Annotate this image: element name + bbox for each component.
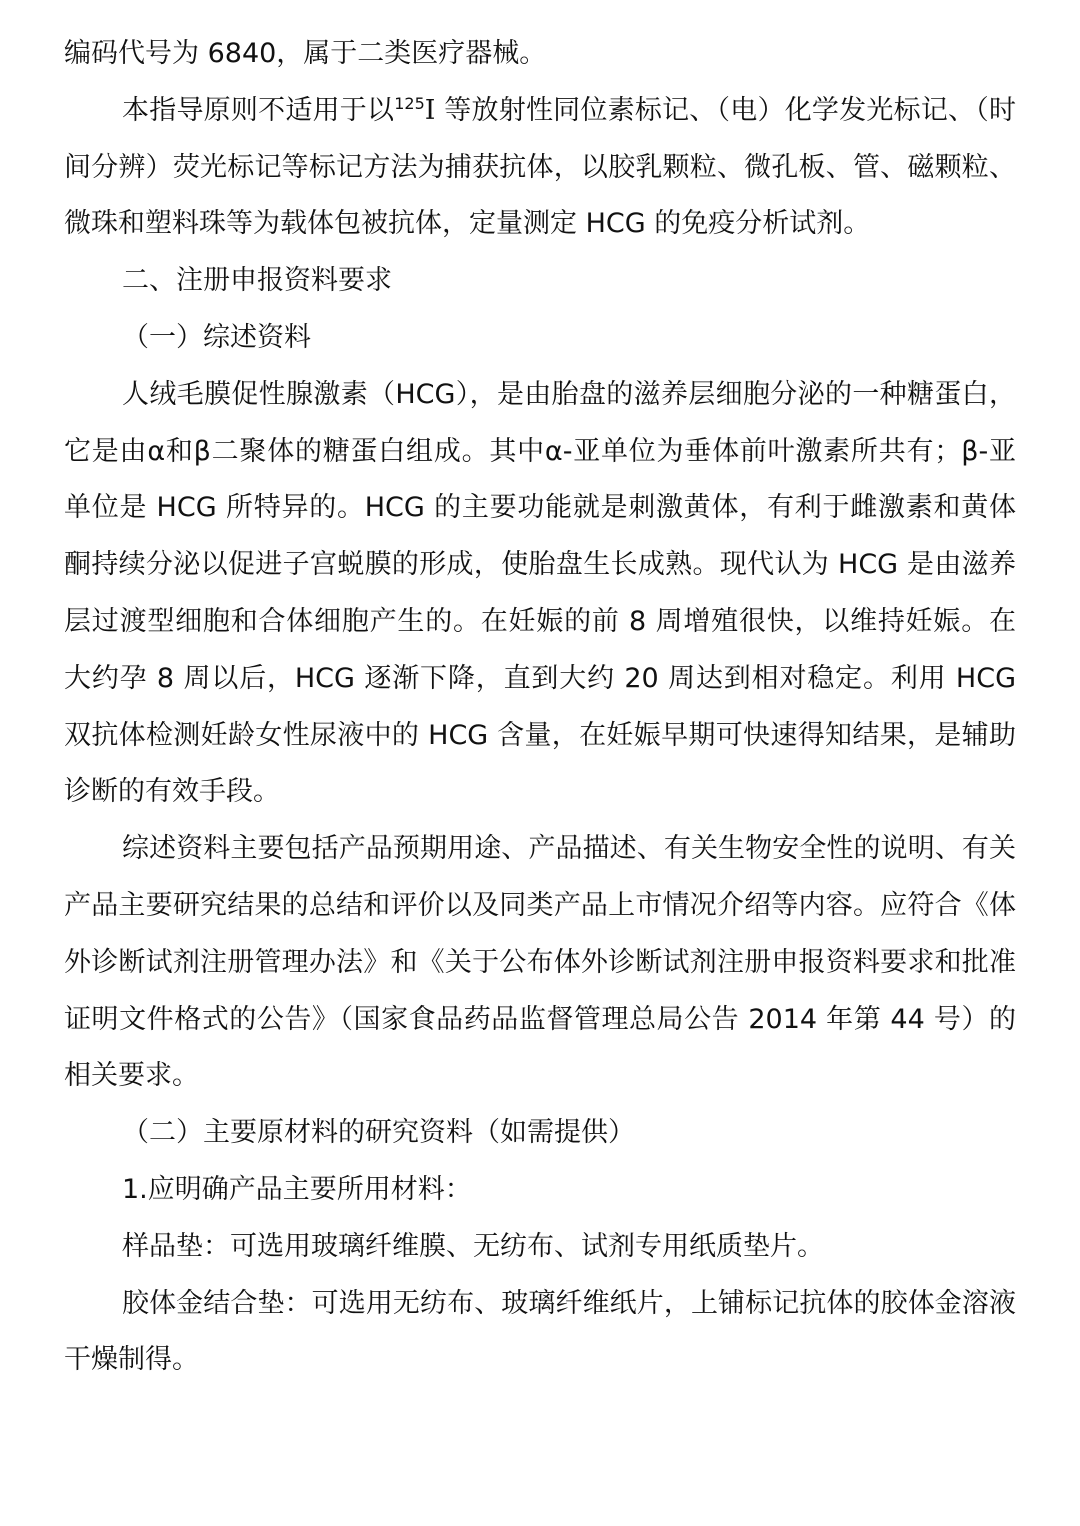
subsection-heading-materials: （二）主要原材料的研究资料（如需提供） [122, 1117, 635, 1149]
isotope-element: I [424, 94, 436, 126]
paragraph-sample-pad: 样品垫：可选用玻璃纤维膜、无纺布、试剂专用纸质垫片。 [122, 1230, 824, 1262]
isotope-mass-number: 125 [394, 93, 425, 113]
paragraph-scope-exclusion [64, 83, 1016, 253]
paragraph-overview-content: 综述资料主要包括产品预期用途、产品描述、有关生物安全性的说明、有关产品主要研究结果的总结和评价以及同类产品上市情况介绍等内容。应符合《体外诊断试剂注册管理办法》和《关于公布体外诊断试剂注册申报资料要求和批准证明文件格式的公告》（国家食品药品监督管理总局公告 2014 年第 44 号）的相关要求。 [64, 833, 1016, 1092]
paragraph-hcg-description: 人绒毛膜促性腺激素（HCG），是由胎盘的滋养层细胞分泌的一种糖蛋白，它是由α和β二聚体的糖蛋白组成。其中α-亚单位为垂体前叶激素所共有；β-亚单位是 HCG 所特异的。HCG 的主要功能就是刺激黄体，有利于雌激素和黄体酮持续分泌以促进子宫蜕膜的形成，使胎盘生长成熟。现代认为 HCG 是由滋养层过渡型细胞和合体细胞产生的。在妊娠的前 8 周增殖很快，以维持妊娠。在大约孕 8 周以后，HCG 逐渐下降，直到大约 20 周达到相对稳定。利用 HCG 双抗体检测妊龄女性尿液中的 HCG 含量，在妊娠早期可快速得知结果，是辅助诊断的有效手段。 [64, 378, 1016, 808]
subsection-heading-overview: （一）综述资料 [122, 321, 311, 353]
section-heading-registration: 二、注册申报资料要求 [122, 265, 392, 297]
scope-text-rest: 等放射性同位素标记、（电）化学发光标记、（时间分辨）荧光标记等标记方法为捕获抗体，以胶乳颗粒、微孔板、管、磁颗粒、微珠和塑料珠等为载体包被抗体，定量测定 HCG 的免疫分析试剂。 [64, 94, 1016, 240]
scope-text-start: 本指导原则不适用于以 [122, 94, 395, 126]
document-page [64, 26, 1016, 1389]
list-item-materials: 1.应明确产品主要所用材料： [122, 1173, 472, 1205]
paragraph-device-code: 编码代号为 6840，属于二类医疗器械。 [64, 38, 547, 69]
paragraph-conjugate-pad: 胶体金结合垫：可选用无纺布、玻璃纤维纸片，上铺标记抗体的胶体金溶液干燥制得。 [64, 1287, 1016, 1376]
